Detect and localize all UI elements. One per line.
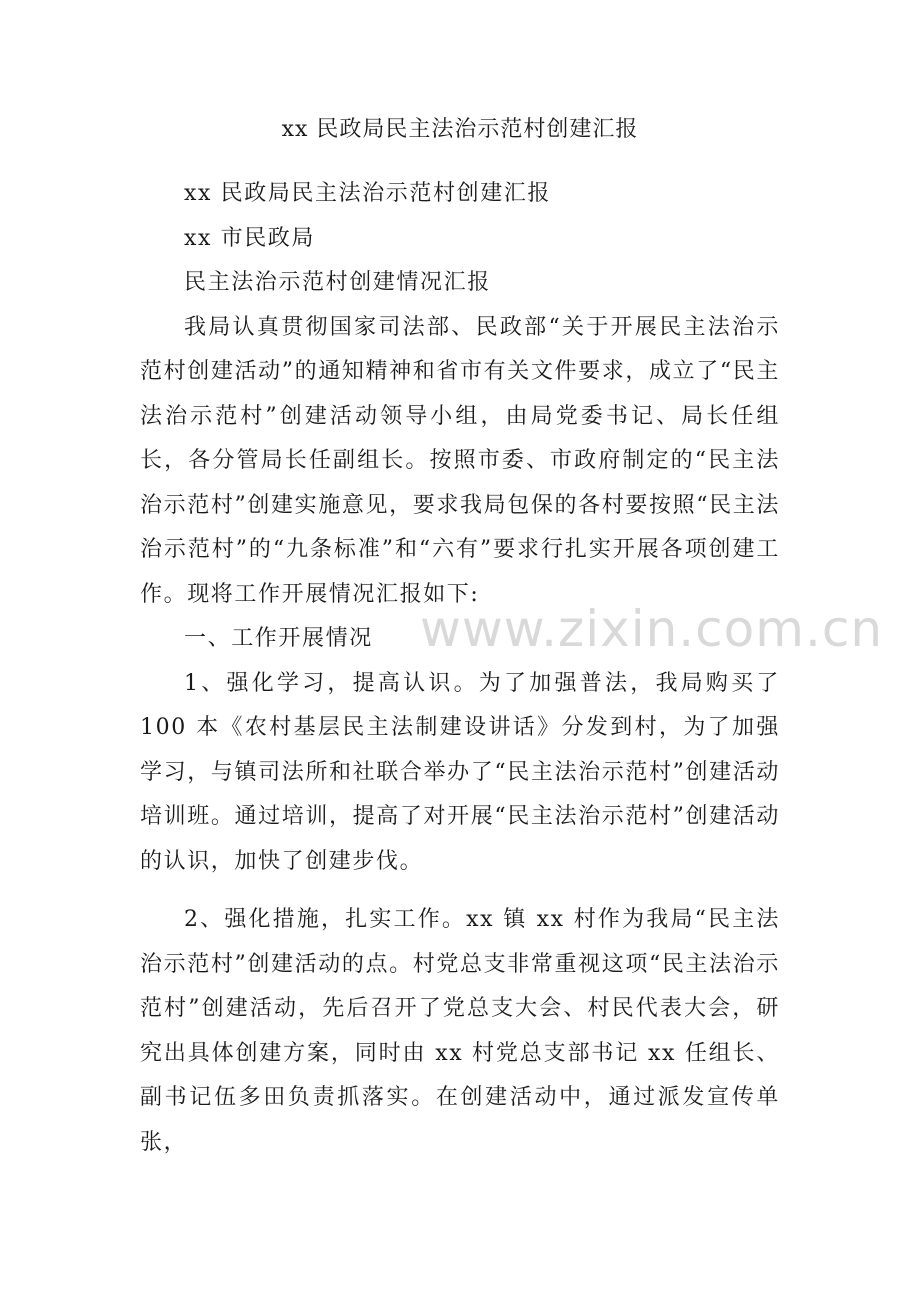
paragraph-intro: 我局认真贯彻国家司法部、民政部“关于开展民主法治示范村创建活动”的通知精神和省市有关文件要求，成立了“民主法治示范村”创建活动领导小组，由局党委书记、局长任组长，各分管局长任副组长。按照市委、市政府制定的“民主法治示范村”创建实施意见，要求我局包保的各村要按照“民主法治示范村”的“九条标准”和“六有”要求行扎实开展各项创建工作。现将工作开展情况汇报如下:: [140, 314, 780, 607]
watermark-text: www.zixin.com.cn: [420, 600, 884, 658]
paragraph-subtitle: xx 民政局民主法治示范村创建汇报: [184, 181, 552, 206]
paragraph-report-heading: 民主法治示范村创建情况汇报: [184, 270, 491, 295]
document-title: xx 民政局民主法治示范村创建汇报: [281, 117, 639, 142]
section-heading-work-status: 一、工作开展情况: [184, 626, 373, 651]
document-body: [140, 172, 780, 1165]
paragraph-item-1: 1、强化学习，提高认识。为了加强普法，我局购买了 100 本《农村基层民主法制建设讲话》分发到村，为了加强学习，与镇司法所和社联合举办了“民主法治示范村”创建活动培训班。通过培训，提高了对开展“民主法治示范村”创建活动的认识，加快了创建步伐。: [140, 670, 780, 874]
paragraph-issuer: xx 市民政局: [184, 225, 316, 251]
paragraph-item-2: 2、强化措施，扎实工作。xx 镇 xx 村作为我局“民主法治示范村”创建活动的点。村党总支非常重视这项“民主法治示范村”创建活动，先后召开了党总支大会、村民代表大会，研究出具体创建方案，同时由 xx 村党总支部书记 xx 任组长、副书记伍多田负责抓落实。在创建活动中，通过派发宣传单张，: [140, 907, 780, 1155]
